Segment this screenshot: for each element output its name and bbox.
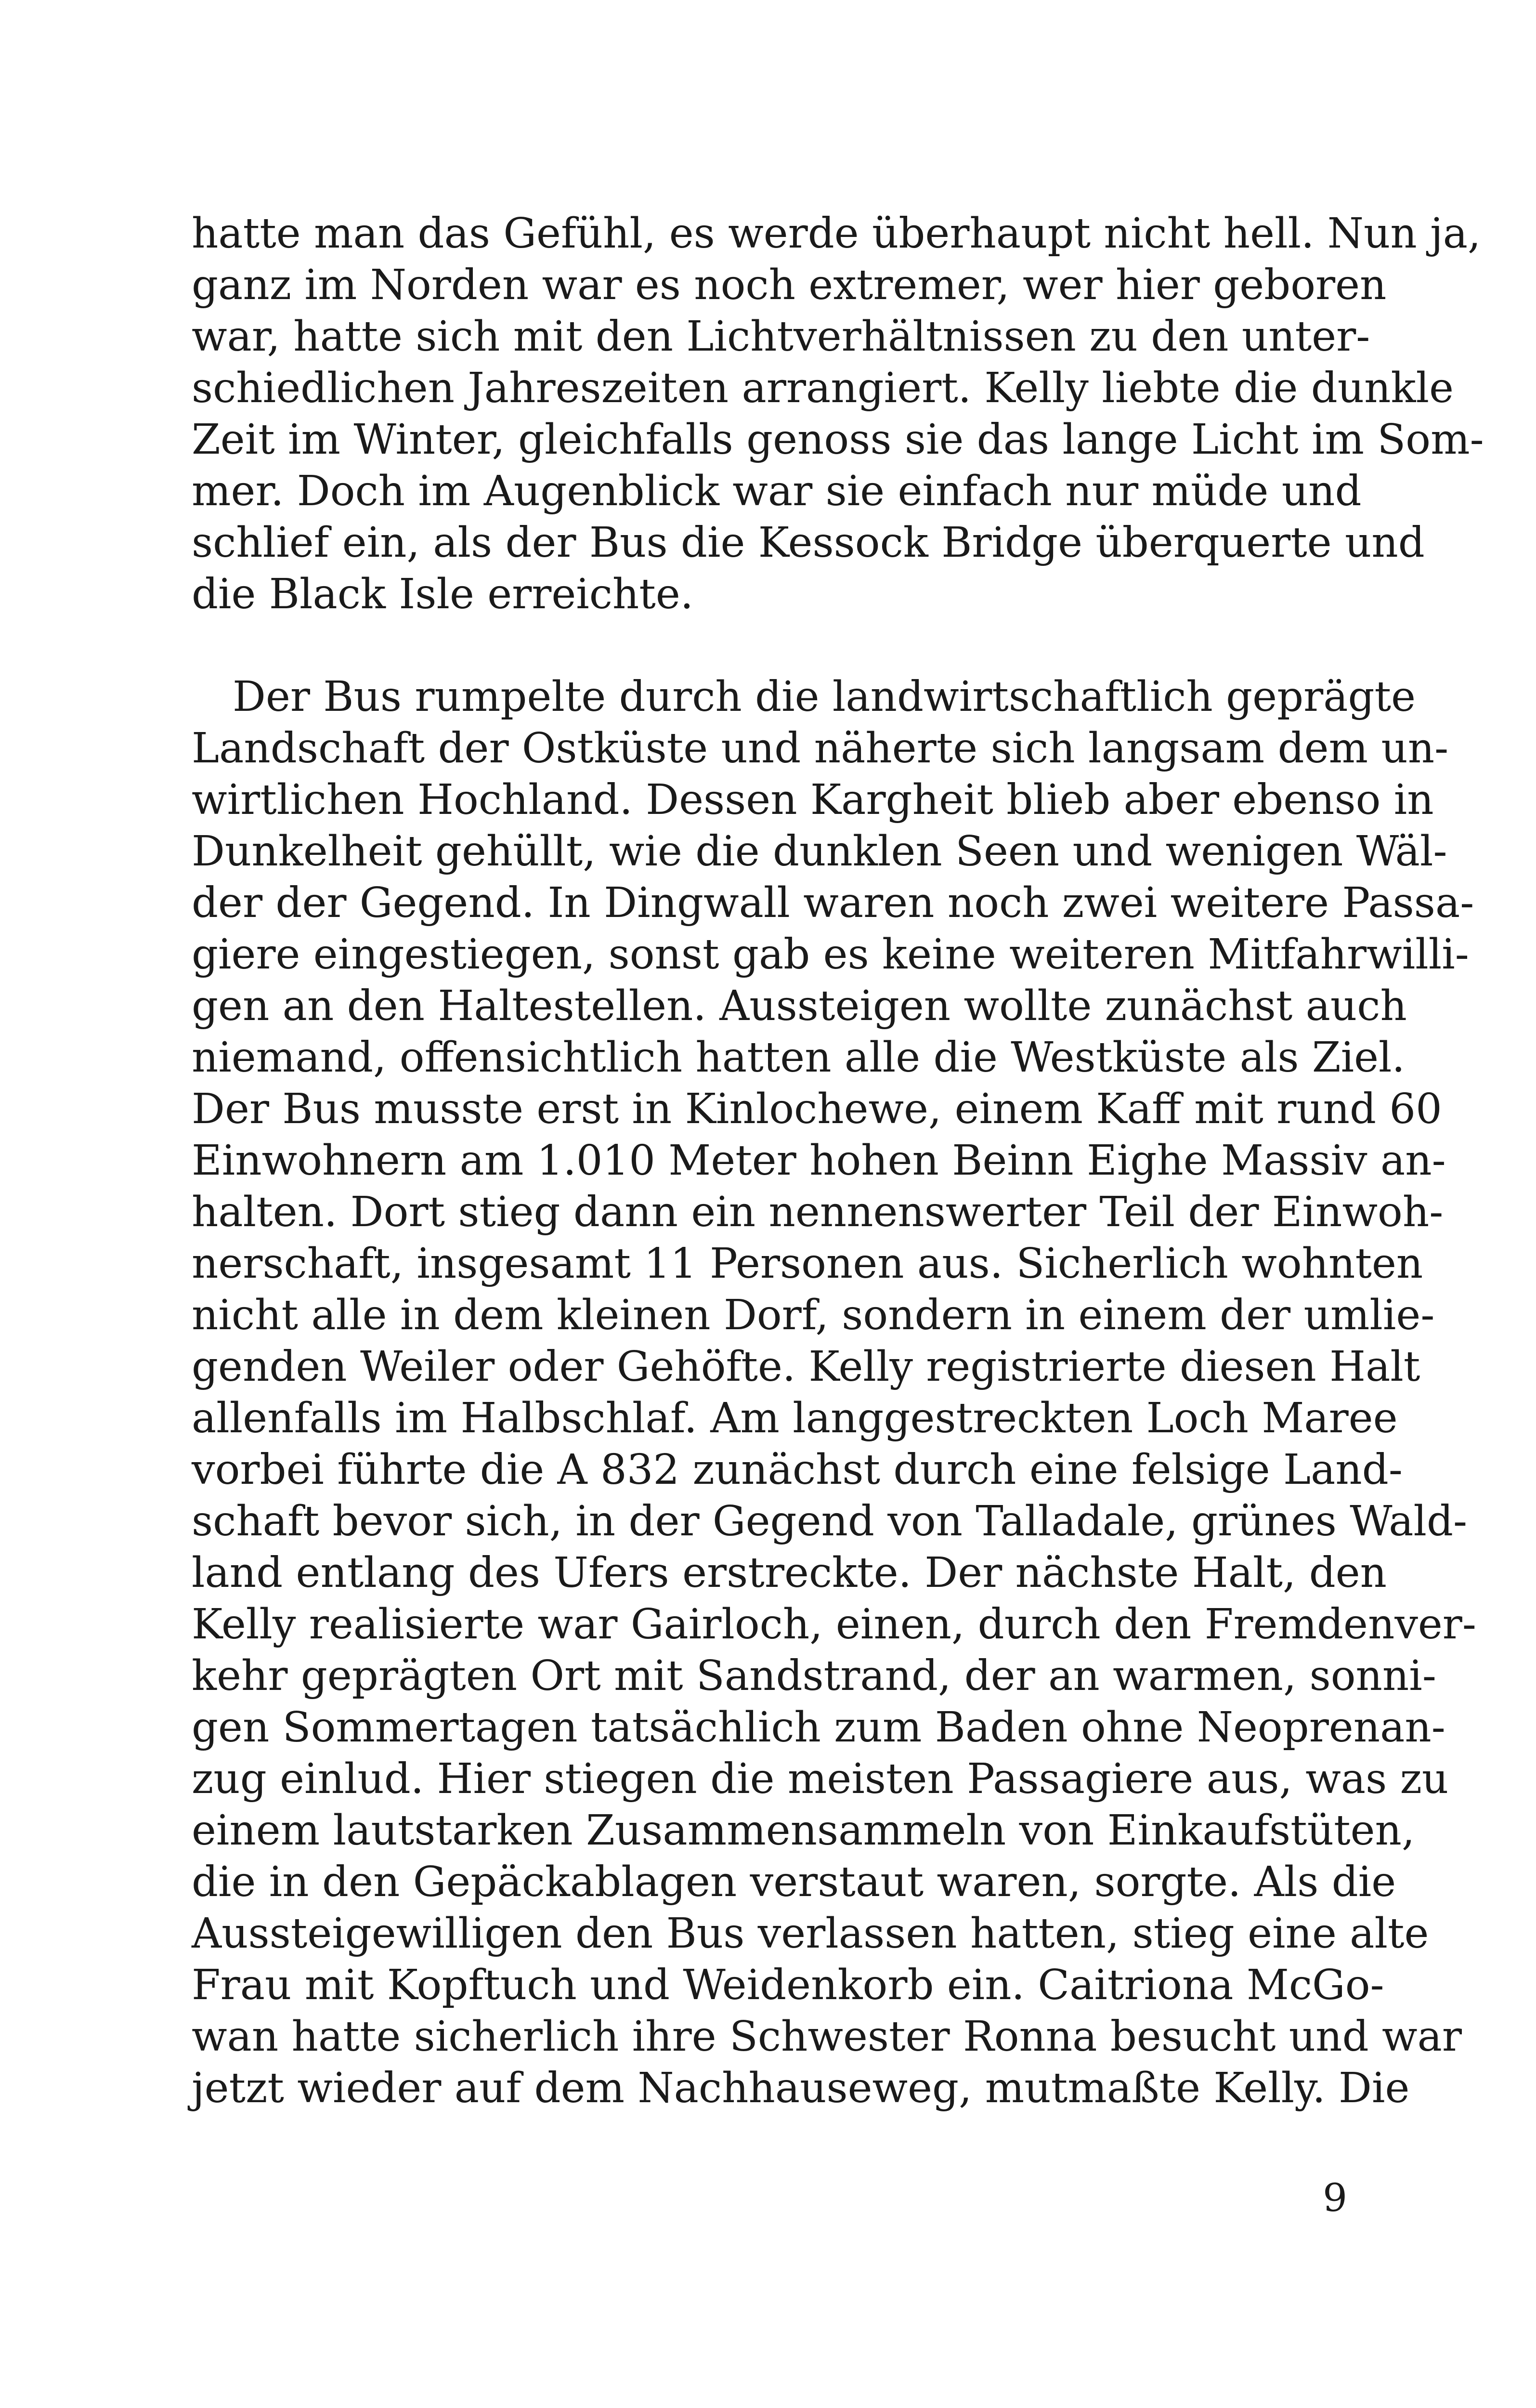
text-line: die in den Gepäckablagen verstaut waren, sorgte. Als die <box>192 1858 1396 1906</box>
text-line: mer. Doch im Augenblick war sie einfach nur müde und <box>192 467 1362 515</box>
text-line: hatte man das Gefühl, es werde überhaupt nicht hell. Nun ja, <box>192 209 1481 258</box>
text-line: einem lautstarken Zusammensammeln von Einkaufstüten, <box>192 1806 1415 1855</box>
text-line: vorbei führte die A 832 zunächst durch eine felsige Land- <box>192 1446 1403 1494</box>
page-number: 9 <box>1323 2175 1347 2220</box>
text-line: jetzt wieder auf dem Nachhauseweg, mutmaßte Kelly. Die <box>192 2064 1410 2112</box>
text-line: der der Gegend. In Dingwall waren noch zwei weitere Passa- <box>192 879 1474 927</box>
text-line: kehr geprägten Ort mit Sandstrand, der an warmen, sonni- <box>192 1652 1436 1700</box>
text-line: wirtlichen Hochland. Dessen Kargheit blieb aber ebenso in <box>192 776 1434 824</box>
text-line: zug einlud. Hier stiegen die meisten Passagiere aus, was zu <box>192 1755 1449 1803</box>
text-line: schaft bevor sich, in der Gegend von Talladale, grünes Wald- <box>192 1497 1468 1545</box>
text-line: nicht alle in dem kleinen Dorf, sondern in einem der umlie- <box>192 1291 1435 1339</box>
text-line: Kelly realisierte war Gairloch, einen, durch den Fremdenver- <box>192 1600 1476 1649</box>
text-line: gen Sommertagen tatsächlich zum Baden ohne Neoprenan- <box>192 1703 1445 1752</box>
text-line: Frau mit Kopftuch und Weidenkorb ein. Caitriona McGo- <box>192 1961 1384 2009</box>
text-line: allenfalls im Halbschlaf. Am langgestreckten Loch Maree <box>192 1394 1398 1442</box>
text-line: schiedlichen Jahreszeiten arrangiert. Kelly liebte die dunkle <box>192 364 1454 412</box>
text-line: Landschaft der Ostküste und näherte sich langsam dem un- <box>192 724 1449 772</box>
text-line: Dunkelheit gehüllt, wie die dunklen Seen und wenigen Wäl- <box>192 827 1447 876</box>
text-line: niemand, offensichtlich hatten alle die Westküste als Ziel. <box>192 1034 1405 1082</box>
text-line: schlief ein, als der Bus die Kessock Bridge überquerte und <box>192 519 1425 567</box>
paragraph-2 <box>192 671 1476 2114</box>
text-line: Der Bus rumpelte durch die landwirtschaftlich geprägte <box>233 673 1416 721</box>
text-line: ganz im Norden war es noch extremer, wer hier geboren <box>192 261 1387 309</box>
text-line: genden Weiler oder Gehöfte. Kelly registrierte diesen Halt <box>192 1343 1420 1391</box>
text-line: giere eingestiegen, sonst gab es keine weiteren Mitfahrwilli- <box>192 930 1469 979</box>
text-line: Einwohnern am 1.010 Meter hohen Beinn Eighe Massiv an- <box>192 1137 1446 1185</box>
text-line: Zeit im Winter, gleichfalls genoss sie das lange Licht im Som- <box>192 416 1484 464</box>
text-line: die Black Isle erreichte. <box>192 570 694 618</box>
text-line: Der Bus musste erst in Kinlochewe, einem Kaff mit rund 60 <box>192 1085 1442 1133</box>
paragraph-1 <box>192 208 1484 620</box>
text-line: Aussteigewilligen den Bus verlassen hatten, stieg eine alte <box>192 1910 1429 1958</box>
text-line: nerschaft, insgesamt 11 Personen aus. Sicherlich wohnten <box>192 1240 1423 1288</box>
text-line: land entlang des Ufers erstreckte. Der nächste Halt, den <box>192 1549 1387 1597</box>
text-line: war, hatte sich mit den Lichtverhältnissen zu den unter- <box>192 313 1370 361</box>
text-line: halten. Dort stieg dann ein nennenswerter Teil der Einwoh- <box>192 1188 1444 1236</box>
text-line: wan hatte sicherlich ihre Schwester Ronna besucht und war <box>192 2013 1462 2061</box>
text-line: gen an den Haltestellen. Aussteigen wollte zunächst auch <box>192 982 1407 1030</box>
